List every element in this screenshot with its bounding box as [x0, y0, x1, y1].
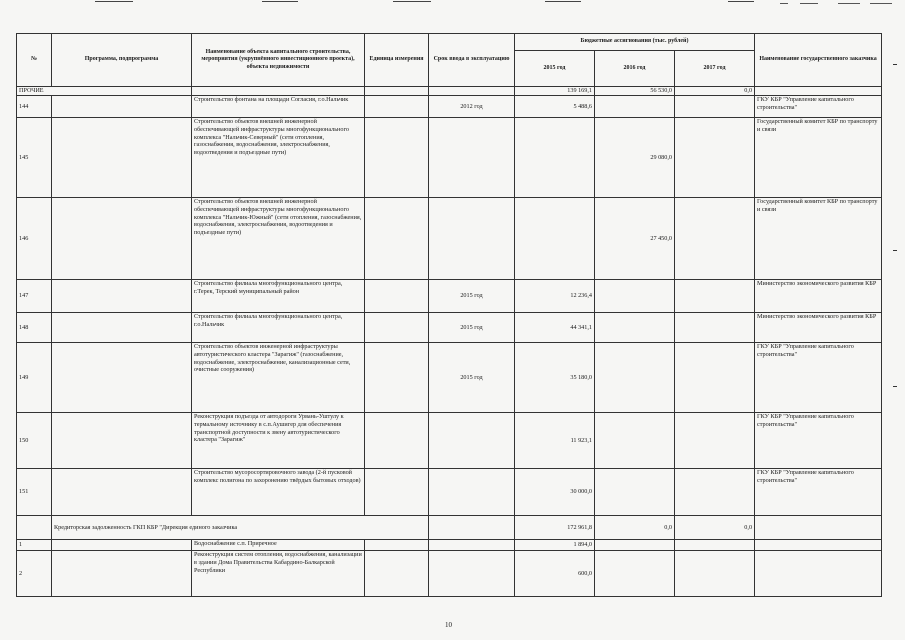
- section-label: Кредиторская задолженность ГКП КБР "Дирекция единого заказчика: [52, 516, 429, 540]
- row-2016: [595, 313, 675, 343]
- row-num: 149: [17, 343, 52, 413]
- row-customer: Государственный комитет КБР по транспорту и связи: [755, 198, 882, 280]
- row-term: [429, 118, 515, 198]
- header-unit: Единица измерения: [365, 34, 429, 87]
- table-row: [17, 469, 882, 516]
- row-customer: ГКУ КБР "Управление капитального строительства": [755, 413, 882, 469]
- section-total-2015: 172 961,8: [515, 516, 595, 540]
- row-num: 148: [17, 313, 52, 343]
- row-term: 2015 год: [429, 313, 515, 343]
- row-num: 145: [17, 118, 52, 198]
- row-name: Строительство филиала многофункционального центра, г.Терек, Терский муниципальный район: [192, 280, 365, 313]
- row-name: Строительство мусоросортировочного завода (2-й пусковой комплекс полигона по захоронению твёрдых бытовых отходов): [192, 469, 365, 516]
- row-term: [429, 413, 515, 469]
- section-total-2016: 0,0: [595, 516, 675, 540]
- row-customer: Министерство экономического развития КБР: [755, 313, 882, 343]
- row-2015: [515, 198, 595, 280]
- row-customer: Государственный комитет КБР по транспорту и связи: [755, 118, 882, 198]
- row-customer: ГКУ КБР "Управление капитального строительства": [755, 343, 882, 413]
- table-row: [17, 280, 882, 313]
- table-row: [17, 313, 882, 343]
- row-name: Реконструкция систем отопления, водоснабжения, канализации в здании Дома Правительства Кабардино-Балкарской Республики: [192, 551, 365, 597]
- table-row: [17, 198, 882, 280]
- header-2016: 2016 год: [595, 51, 675, 87]
- row-term: 2015 год: [429, 280, 515, 313]
- header-num: №: [17, 34, 52, 87]
- scan-artifact: [780, 3, 788, 4]
- table-row: [17, 118, 882, 198]
- scan-artifact: [262, 1, 298, 2]
- row-2016: [595, 413, 675, 469]
- row-name: Водоснабжение с.п. Приречное: [192, 540, 365, 551]
- scan-artifact: [870, 3, 892, 4]
- header-program: Программа, подпрограмма: [52, 34, 192, 87]
- row-2016: [595, 96, 675, 118]
- table-header-row: [17, 34, 882, 51]
- margin-mark: [893, 250, 897, 251]
- row-2016: [595, 343, 675, 413]
- header-object: Наименование объекта капитального строительства, мероприятия (укрупнённого инвестиционного проекта), объекта недвижимости: [192, 34, 365, 87]
- row-name: Реконструкция подъезда от автодороги Урвань-Уштулу к термальному источнику в с.п.Аушигер для обеспечения транспортной доступности к звену автотуристического кластера "Зарагиж": [192, 413, 365, 469]
- row-2015: 5 488,6: [515, 96, 595, 118]
- row-2015: 12 236,4: [515, 280, 595, 313]
- margin-mark: [893, 64, 897, 65]
- scan-artifact: [393, 1, 431, 2]
- header-term: Срок ввода в эксплуатацию: [429, 34, 515, 87]
- table-row: [17, 540, 882, 551]
- row-2016: [595, 469, 675, 516]
- row-2016: 29 080,0: [595, 118, 675, 198]
- row-2015: 44 341,1: [515, 313, 595, 343]
- row-customer: ГКУ КБР "Управление капитального строительства": [755, 469, 882, 516]
- row-2015: 30 000,0: [515, 469, 595, 516]
- header-2015: 2015 год: [515, 51, 595, 87]
- section-row-debt: [17, 516, 882, 540]
- table-row: [17, 343, 882, 413]
- row-name: Строительство объектов внешней инженерной обеспечивающей инфраструктуры многофункционального комплекса "Нальчик-Северный" (сети отопления, газоснабжения, водоснабжения, электроснабжения, водоотведения и подъездные пути): [192, 118, 365, 198]
- row-name: Строительство фонтана на площади Согласия, г.о.Нальчик: [192, 96, 365, 118]
- scan-artifact: [95, 1, 133, 2]
- row-2015: 11 923,1: [515, 413, 595, 469]
- row-name: Строительство объектов внешней инженерной обеспечивающей инфраструктуры многофункционального комплекса "Нальчик-Южный" (сети отопления, газоснабжения, водоснабжения, электроснабжения, водоотведения и подъездные пути): [192, 198, 365, 280]
- section-total-2015: 139 169,1: [515, 87, 595, 96]
- row-num: 1: [17, 540, 52, 551]
- scan-artifact: [838, 3, 860, 4]
- row-2015: 1 894,0: [515, 540, 595, 551]
- row-num: 147: [17, 280, 52, 313]
- row-term: 2015 год: [429, 343, 515, 413]
- table-row: [17, 413, 882, 469]
- section-row-other: [17, 87, 882, 96]
- row-customer: Министерство экономического развития КБР: [755, 280, 882, 313]
- table-row: [17, 551, 882, 597]
- page-number: 10: [445, 621, 452, 629]
- row-2015: 35 180,0: [515, 343, 595, 413]
- row-2016: [595, 280, 675, 313]
- row-num: 146: [17, 198, 52, 280]
- row-num: 150: [17, 413, 52, 469]
- row-2016: 27 450,0: [595, 198, 675, 280]
- table-row: [17, 96, 882, 118]
- header-budget: Бюджетные ассигнования (тыс. рублей): [515, 34, 755, 51]
- row-num: 144: [17, 96, 52, 118]
- section-total-2016: 56 530,0: [595, 87, 675, 96]
- row-name: Строительство объектов инженерной инфраструктуры автотуристического кластера "Зарагиж" (газоснабжение, водоснабжение, электроснабжение, канализационные сети, очистные сооружения): [192, 343, 365, 413]
- row-2015: [515, 118, 595, 198]
- row-term: [429, 198, 515, 280]
- row-term: [429, 469, 515, 516]
- budget-table: [16, 33, 882, 597]
- margin-mark: [893, 386, 897, 387]
- section-total-2017: 0,0: [675, 516, 755, 540]
- row-name: Строительство филиала многофункционального центра, г.о.Нальчик: [192, 313, 365, 343]
- header-customer: Наименование государственного заказчика: [755, 34, 882, 87]
- row-term: 2012 год: [429, 96, 515, 118]
- row-2015: 600,0: [515, 551, 595, 597]
- section-total-2017: 0,0: [675, 87, 755, 96]
- header-2017: 2017 год: [675, 51, 755, 87]
- row-num: 151: [17, 469, 52, 516]
- row-num: 2: [17, 551, 52, 597]
- scan-artifact: [728, 1, 754, 2]
- scan-artifact: [545, 1, 581, 2]
- scan-artifact: [800, 3, 818, 4]
- row-customer: ГКУ КБР "Управление капитального строительства": [755, 96, 882, 118]
- section-label: ПРОЧИЕ: [17, 87, 192, 96]
